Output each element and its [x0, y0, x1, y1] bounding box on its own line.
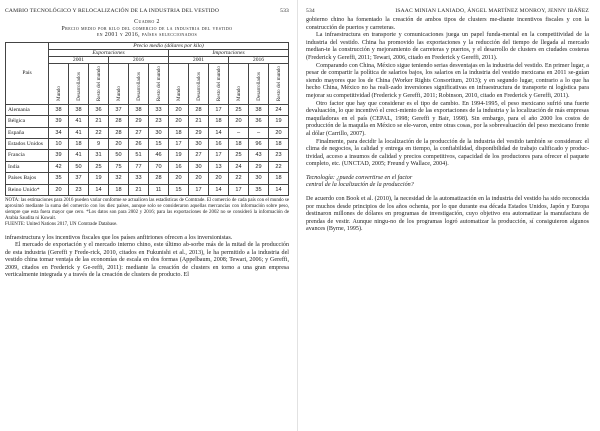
value-cell: 17 — [209, 104, 229, 115]
sub-header-cell — [49, 63, 69, 104]
value-cell: 28 — [109, 116, 129, 127]
value-cell: 43 — [249, 150, 269, 161]
value-cell: 36 — [89, 104, 109, 115]
value-cell: 14 — [89, 184, 109, 195]
value-cell: 17 — [229, 184, 249, 195]
sub-header-row — [6, 63, 289, 104]
value-cell: 29 — [189, 127, 209, 138]
value-cell: 20 — [169, 173, 189, 184]
value-cell: 23 — [149, 116, 169, 127]
value-cell: 20 — [49, 184, 69, 195]
sub-header-cell — [189, 63, 209, 104]
table-row — [6, 173, 289, 184]
value-cell: 35 — [249, 184, 269, 195]
value-cell: 22 — [89, 127, 109, 138]
sub-header-label: Mundo — [175, 85, 182, 101]
paragraph: El mercado de exportación y el mercado interno chino, este último ab-sorbe más de la mitad de la producción de esta industria (Gereffi y Frede-rick, 2010, citados en Fukunishi et al., 2013), le ha permitido a la industria del vestido china tomar ventaja de las economías de escala en dos formas (Appelbaum, 2008; Tewari, 2006; y Gereffi, 2009, citados en Frederick y Ge-reffi, 2011): mediante la creación de clusters en torno a una gran empresa verticalmente integrada y a través de la creación de clusters de producto. El — [5, 242, 289, 279]
table-title-line2: en 2001 y 2016, países seleccionados — [96, 32, 198, 39]
value-cell: 29 — [129, 116, 149, 127]
country-cell: Bélgica — [6, 116, 49, 127]
value-cell: 11 — [149, 184, 169, 195]
value-cell: 19 — [89, 173, 109, 184]
sub-header-cell — [269, 63, 289, 104]
sub-header-label: Mundo — [55, 85, 62, 101]
value-cell: 26 — [129, 139, 149, 150]
sub-header-label: Desarrollados — [255, 71, 262, 101]
sub-header-label: Resto del mundo — [215, 65, 222, 101]
value-cell: 42 — [49, 161, 69, 172]
year-header: 2001 — [49, 56, 109, 63]
value-cell: 30 — [189, 161, 209, 172]
value-cell: 37 — [69, 173, 89, 184]
value-cell: 19 — [269, 116, 289, 127]
left-body-text — [5, 235, 289, 281]
sub-header-cell — [109, 63, 129, 104]
value-cell: 15 — [149, 139, 169, 150]
sub-header-label: Resto del mundo — [95, 65, 102, 101]
sub-header-label: Desarrollados — [75, 71, 82, 101]
value-cell: 29 — [249, 161, 269, 172]
left-page-number: 533 — [280, 8, 289, 14]
year-header: 2001 — [169, 56, 229, 63]
sub-header-label: Desarrollados — [195, 71, 202, 101]
value-cell: 75 — [109, 161, 129, 172]
value-cell: 30 — [249, 173, 269, 184]
value-cell: 17 — [189, 184, 209, 195]
paragraph: De acuerdo con Book et al. (2010), la necesidad de la automatización en la industria del vestido ha sido reconocida por muchos desde principios de los años ochenta, por lo que durante esa década Estados Unidos, Japón y Europa destinaron millones de dólares en programas de investigación, cuyo objetivo era automatizar la manufactura de prendas de vestir. Aunque ningu-no de los programas logró automatizar la producción, sí consiguieron algunos avances (Byrne, 1995). — [306, 196, 589, 233]
country-cell: Francia — [6, 150, 49, 161]
value-cell: 39 — [49, 116, 69, 127]
subheading-line1: Tecnología: ¿puede convertirse en el factor — [306, 174, 413, 181]
value-cell: 21 — [129, 184, 149, 195]
value-cell: 23 — [69, 184, 89, 195]
sub-header-cell — [249, 63, 269, 104]
value-cell: 77 — [129, 161, 149, 172]
value-cell: 20 — [169, 116, 189, 127]
sub-header-cell — [209, 63, 229, 104]
value-cell: 14 — [209, 184, 229, 195]
country-cell: España — [6, 127, 49, 138]
value-cell: 15 — [169, 184, 189, 195]
table-row — [6, 161, 289, 172]
price-table — [5, 42, 289, 196]
value-cell: 20 — [209, 173, 229, 184]
sub-header-cell — [69, 63, 89, 104]
value-cell: 51 — [129, 150, 149, 161]
value-cell: 24 — [229, 161, 249, 172]
right-running-authors: ISAAC MINIAN LANIADO, ÁNGEL MARTÍNEZ MONROY, JENNY IBÁÑEZ — [395, 8, 589, 14]
value-cell: 24 — [269, 104, 289, 115]
paragraph: gobierno chino ha fomentado la creación de ambos tipos de clusters me-diante incentivos fiscales y con la construcción de puertos y carreteras. — [306, 17, 589, 31]
value-cell: 18 — [69, 139, 89, 150]
table-row — [6, 184, 289, 195]
value-cell: 10 — [49, 139, 69, 150]
value-cell: 9 — [89, 139, 109, 150]
value-cell: 27 — [189, 150, 209, 161]
value-cell: 16 — [169, 161, 189, 172]
table-row — [6, 139, 289, 150]
section-subheading — [306, 175, 589, 190]
right-page — [302, 0, 595, 431]
subheading-line2: central de la localización de la producción? — [306, 182, 414, 189]
value-cell: 17 — [209, 150, 229, 161]
left-running-title: CAMBIO TECNOLÓGICO Y RELOCALIZACIÓN DE LA INDUSTRIA DEL VESTIDO — [5, 8, 220, 14]
sub-header-cell — [169, 63, 189, 104]
value-cell: 18 — [269, 139, 289, 150]
value-cell: 19 — [169, 150, 189, 161]
sub-header-cell — [149, 63, 169, 104]
value-cell: 17 — [169, 139, 189, 150]
sub-header-cell — [229, 63, 249, 104]
value-cell: 41 — [69, 116, 89, 127]
sub-header-cell — [89, 63, 109, 104]
value-cell: 20 — [189, 173, 209, 184]
right-body-text — [306, 17, 589, 169]
year-header: 2016 — [229, 56, 289, 63]
value-cell: 14 — [209, 127, 229, 138]
value-cell: 39 — [49, 150, 69, 161]
value-cell: 20 — [169, 104, 189, 115]
left-running-header — [5, 6, 289, 17]
value-cell: 23 — [269, 150, 289, 161]
value-cell: 18 — [209, 116, 229, 127]
value-cell: 22 — [269, 161, 289, 172]
value-cell: 21 — [89, 116, 109, 127]
country-cell: Países Bajos — [6, 173, 49, 184]
value-cell: 96 — [249, 139, 269, 150]
table-row — [6, 116, 289, 127]
table-row — [6, 150, 289, 161]
paragraph: Finalmente, para decidir la localización de la producción de la industria del vestido también se consideran: el clima de negocios, la calidad y entrega en tiempo, la confiabilidad, disponibilidad de trabajo calificado y produc-tividad, acceso a insumos de calidad y precios competitivos, capacidad de los productores para ofrecer el paquete completo, etc. (UNCTAD, 2005; Freund y Wallace, 2004). — [306, 138, 589, 168]
left-page — [0, 0, 293, 431]
value-cell: 34 — [49, 127, 69, 138]
value-cell: 22 — [229, 173, 249, 184]
table-label: Cuadro 2 — [134, 19, 160, 25]
sub-header-label: Desarrollados — [135, 71, 142, 101]
value-cell: 25 — [229, 150, 249, 161]
value-cell: 41 — [69, 150, 89, 161]
value-cell: 32 — [109, 173, 129, 184]
sub-header-label: Mundo — [115, 85, 122, 101]
value-cell: 18 — [229, 139, 249, 150]
table-title-line1: Precio medio por kilo del comercio de la industria del vestido — [61, 25, 233, 32]
table-row — [6, 104, 289, 115]
value-cell: 25 — [229, 104, 249, 115]
table-source: FUENTE: United Nations 2017, UN Comtrade Database. — [5, 222, 118, 228]
sub-header-label: Resto del mundo — [275, 65, 282, 101]
value-cell: 28 — [109, 127, 129, 138]
value-cell: 18 — [109, 184, 129, 195]
value-cell: 21 — [189, 116, 209, 127]
imports-header: Importaciones — [169, 49, 289, 56]
value-cell: 14 — [269, 184, 289, 195]
value-cell: 38 — [249, 104, 269, 115]
value-cell: – — [229, 127, 249, 138]
table-note — [5, 198, 289, 228]
paragraph: infraestructura y los incentivos fiscales que los países anfitriones ofrecen a los inversionistas. — [5, 234, 233, 241]
value-cell: 27 — [129, 127, 149, 138]
value-cell: 18 — [169, 127, 189, 138]
value-cell: 30 — [149, 127, 169, 138]
value-cell: 70 — [149, 161, 169, 172]
value-cell: 35 — [49, 173, 69, 184]
value-cell: 20 — [109, 139, 129, 150]
sub-header-cell — [129, 63, 149, 104]
value-cell: 33 — [149, 104, 169, 115]
value-cell: – — [249, 127, 269, 138]
value-cell: 50 — [109, 150, 129, 161]
value-cell: 41 — [69, 127, 89, 138]
value-cell: 38 — [129, 104, 149, 115]
right-page-number: 534 — [306, 8, 315, 14]
paragraph: La infraestructura en transporte y comunicaciones juega un papel funda-mental en la competitividad de la industria del vestido. China ha promovido las exportaciones y la reducción del tiempo de llegada al mercado median-te la construcción y mejoramiento de carreteras y puertos, y el desarrollo de clusters en ciudades costeras (Frederick y Gereffi, 2011; Tewari, 2006, citado en Frederick y Gereffi, 2011). — [306, 32, 589, 61]
page-gutter — [297, 0, 298, 431]
exports-header: Exportaciones — [49, 49, 169, 56]
super-header: Precio medio (dólares por kilo) — [49, 42, 289, 49]
country-header: País — [6, 42, 49, 104]
year-header: 2016 — [109, 56, 169, 63]
sub-header-label: Resto del mundo — [155, 65, 162, 101]
value-cell: 38 — [49, 104, 69, 115]
table-row — [6, 127, 289, 138]
value-cell: 31 — [89, 150, 109, 161]
country-cell: India — [6, 161, 49, 172]
value-cell: 38 — [69, 104, 89, 115]
sub-header-label: Mundo — [235, 85, 242, 101]
right-body-text-2 — [306, 196, 589, 234]
table-note-text: NOTA: las estimaciones para 2016 pueden variar conforme se actualicen las estadísticas de Comtrade. El comercio de cada país con el mundo se aproximó mediante la suma del comercio con los diez países, aunque solo se consideraron aquellas mercancías con información sobre peso, siempre que esta fuera mayor que cero. *Los datos son para 2002 y 2016; para las exportaciones de 2002 no se consideró la información de Arabia Saudita ni Kuwait. — [5, 198, 289, 222]
value-cell: 50 — [69, 161, 89, 172]
paragraph: Comparando con China, México sigue teniendo serias desventajas en la industria del vestido. En primer lugar, a pesar de compartir la política de salarios bajos, los salarios en la industria del vestido mexicana en 2011 se-guían siendo mayores que los de China (Worker Rights Consortium, 2013); y en segundo lugar, contrario a lo que ha hecho China, México no ha reali-zado inversiones significativas en infraestructura de transporte ni logística para mejorar su competitividad (Frederick y Gereffi, 2011; Robinson, 2010, citado en Frederick y Gereffi, 2011). — [306, 62, 589, 99]
value-cell: 28 — [189, 104, 209, 115]
country-cell: Alemania — [6, 104, 49, 115]
table-body — [6, 104, 289, 195]
table-caption — [5, 19, 289, 39]
value-cell: 30 — [189, 139, 209, 150]
value-cell: 46 — [149, 150, 169, 161]
value-cell: 13 — [209, 161, 229, 172]
value-cell: 18 — [269, 173, 289, 184]
right-running-header — [306, 6, 589, 17]
country-cell: Reino Unido* — [6, 184, 49, 195]
value-cell: 20 — [229, 116, 249, 127]
value-cell: 33 — [129, 173, 149, 184]
value-cell: 37 — [109, 104, 129, 115]
paragraph: Otro factor que hay que considerar es el tipo de cambio. En 1994-1995, el peso mexicano sufrió una fuerte devaluación, lo que incentivó el creci-miento de las exportaciones de la industria y la localización de más empresas maquiladoras en el país (CEPAL, 1998; Gereffi y Bair, 1998). Sin embargo, para el año 2000 los costos de producción de la maquila en México se ele-varon, entre otras cosas, por la sobrevaluación del peso mexicano frente al dólar (Carrillo, 2007). — [306, 100, 589, 137]
country-cell: Estados Unidos — [6, 139, 49, 150]
value-cell: 36 — [249, 116, 269, 127]
value-cell: 16 — [209, 139, 229, 150]
value-cell: 28 — [149, 173, 169, 184]
value-cell: 25 — [89, 161, 109, 172]
value-cell: 20 — [269, 127, 289, 138]
